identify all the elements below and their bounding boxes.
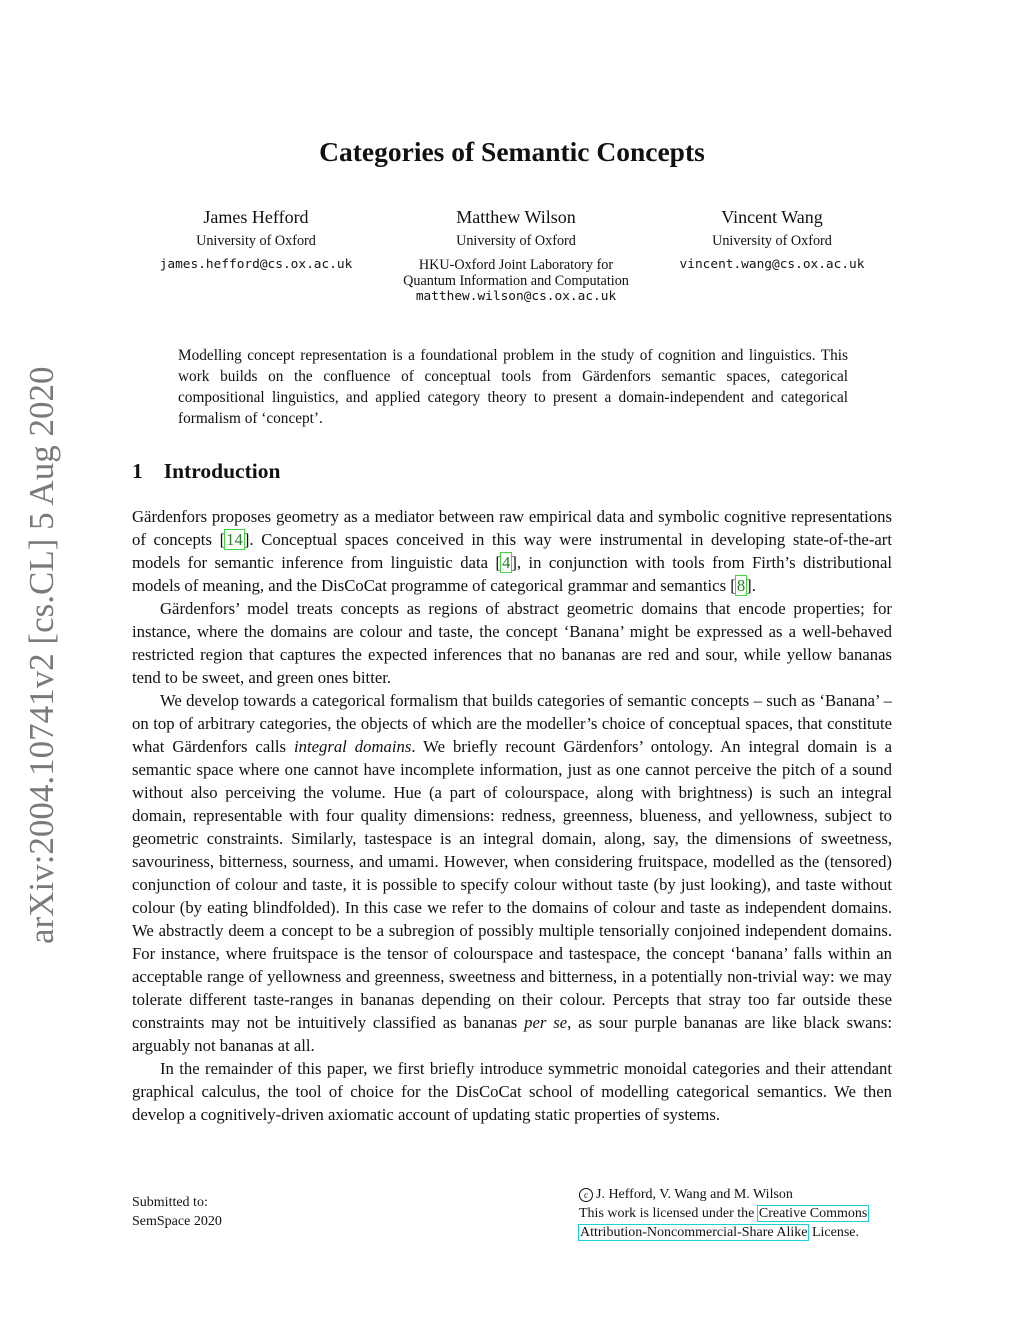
author-affiliation: University of Oxford bbox=[712, 233, 832, 249]
author-email[interactable]: james.hefford@cs.ox.ac.uk bbox=[159, 257, 353, 272]
author-email[interactable]: vincent.wang@cs.ox.ac.uk bbox=[679, 257, 865, 272]
author-block bbox=[622, 206, 922, 273]
paragraph: Gärdenfors’ model treats concepts as regions of abstract geometric domains that encode properties; for instance, where the domains are colour and taste, the concept ‘Banana’ might be expressed as a well-behaved restricted region that captures the expected inferences that no bananas are red and sour, while yellow bananas tend to be sweet, and green ones bitter. bbox=[132, 599, 892, 687]
license-line bbox=[579, 1204, 868, 1223]
license-link[interactable]: Creative Commons bbox=[758, 1206, 868, 1221]
text-run: Gärdenfors proposes geometry as a mediator between raw empirical data and symbolic cognitive representations of concepts [ bbox=[132, 507, 892, 549]
license-link[interactable]: Attribution-Noncommercial-Share Alike bbox=[580, 1225, 808, 1240]
text-run: ], in conjunction with tools from Firth’s distributional models of meaning, and the DisCoCat programme of categorical grammar and semantics [ bbox=[132, 553, 892, 595]
paragraph: In the remainder of this paper, we first briefly introduce symmetric monoidal categories and their attendant graphical calculus, the tool of choice for the DisCoCat school of modelling categorical semantics. We then develop a cognitively-driven axiomatic account of updating static properties of systems. bbox=[132, 1059, 892, 1124]
paper-title: Categories of Semantic Concepts bbox=[319, 136, 705, 167]
emphasis: per se bbox=[524, 1013, 568, 1032]
author-block bbox=[366, 206, 666, 305]
section-heading bbox=[132, 459, 280, 484]
body-text bbox=[132, 505, 892, 1126]
author-email[interactable]: matthew.wilson@cs.ox.ac.uk bbox=[415, 289, 617, 304]
copyright-holders: J. Hefford, V. Wang and M. Wilson bbox=[596, 1187, 793, 1202]
license-suffix: License. bbox=[808, 1225, 859, 1240]
venue: SemSpace 2020 bbox=[132, 1214, 222, 1229]
author-name: James Hefford bbox=[203, 207, 309, 227]
text-run: ]. Conceptual spaces conceived in this way were instrumental in developing state-of-the-art models for semantic inference from linguistic data [ bbox=[132, 530, 892, 572]
copyright-line bbox=[579, 1185, 868, 1204]
submission-note bbox=[132, 1193, 222, 1231]
text-run: , as sour purple bananas are like black swans: arguably not bananas at all. bbox=[132, 1013, 892, 1055]
author-affiliation-extra: HKU-Oxford Joint Laboratory for Quantum Information and Computation bbox=[403, 257, 629, 289]
license-line bbox=[579, 1223, 868, 1242]
author-affiliation: University of Oxford bbox=[456, 233, 576, 249]
section-title: Introduction bbox=[163, 459, 281, 483]
section-number: 1 bbox=[132, 459, 143, 483]
submitted-label: Submitted to: bbox=[132, 1195, 208, 1210]
emphasis: integral domains bbox=[293, 737, 412, 756]
paragraph bbox=[132, 689, 892, 1057]
author-name: Vincent Wang bbox=[721, 207, 823, 227]
license-prefix: This work is licensed under the bbox=[579, 1206, 758, 1221]
text-run: ]. bbox=[746, 576, 756, 595]
author-block bbox=[106, 206, 406, 273]
text-run: . We briefly recount Gärdenfors’ ontology. An integral domain is a semantic space where one cannot have incomplete information, just as one cannot perceive the pitch of a sound without also perceiving the volume. Hue (a part of colourspace, along with brightness) is such an integral domain, representable with four quality dimensions: redness, greenness, blueness, and yellowness, subject to geometric constraints. Similarly, tastespace is an integral domain, along, say, the dimensions of sweetness, savouriness, bitterness, sourness, and umami. However, when considering fruitspace, modelled as the (tensored) conjunction of colour and taste, it is possible to specify colour without taste (by just looking), and taste without colour (by eating blindfolded). In this case we refer to the domains of colour and taste as independent domains. We abstractly deem a concept to be a subregion of possibly multiple tensorially conjoined independent domains. For instance, where fruitspace is the tensor of colourspace and tastespace, the concept ‘banana’ falls within an acceptable range of yellowness and greenness, sweetness and bitterness, in a potentially non-trivial way: we may tolerate different taste-ranges in bananas depending on their colour. Percepts that stray too far outside these constraints may not be intuitively classified as bananas bbox=[132, 737, 892, 1032]
citation-link[interactable]: 8 bbox=[736, 576, 746, 595]
arxiv-identifier: arXiv:2004.10741v2 [cs.CL] 5 Aug 2020 bbox=[22, 366, 61, 944]
citation-link[interactable]: 4 bbox=[501, 553, 511, 572]
paragraph bbox=[132, 505, 892, 597]
author-affiliation: University of Oxford bbox=[196, 233, 316, 249]
copyright-icon: c bbox=[579, 1188, 593, 1202]
license-note bbox=[579, 1185, 868, 1242]
abstract: Modelling concept representation is a foundational problem in the study of cognition and linguistics. This work builds on the confluence of conceptual tools from Gärdenfors semantic spaces, categorical compositional linguistics, and applied category theory to present a domain-independent and categorical formalism of ‘concept’. bbox=[178, 347, 848, 427]
citation-link[interactable]: 14 bbox=[226, 530, 243, 549]
text-run: We develop towards a categorical formalism that builds categories of semantic concepts – such as ‘Banana’ – on top of arbitrary categories, the objects of which are the modeller’s choice of conceptual spaces, that constitute what Gärdenfors calls bbox=[132, 691, 892, 756]
author-name: Matthew Wilson bbox=[456, 207, 576, 227]
